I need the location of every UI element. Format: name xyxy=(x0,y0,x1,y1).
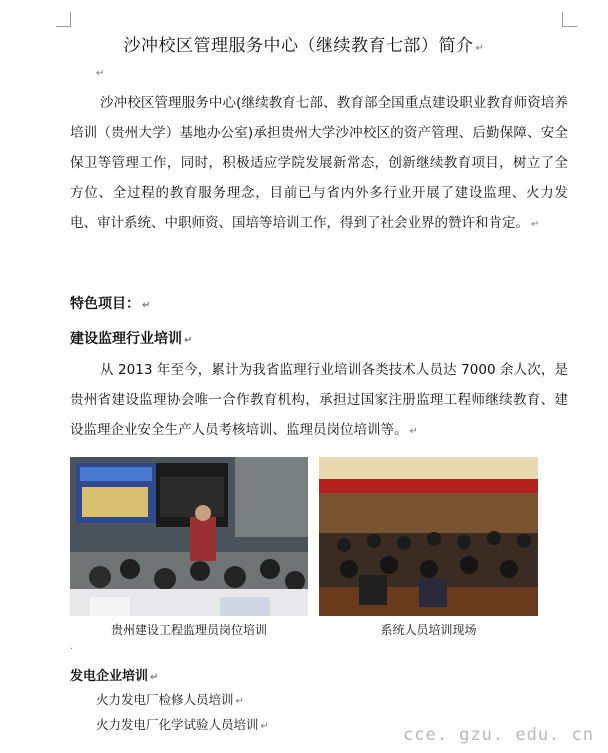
paragraph-mark: ↵ xyxy=(96,68,105,79)
photo-caption-classroom: 贵州建设工程监理员岗位培训 xyxy=(110,623,267,637)
power-training-item: 火力发电厂化学试验人员培训 ↵ xyxy=(96,717,269,732)
training-photo-classroom xyxy=(70,457,308,616)
document-title: 沙冲校区管理服务中心（继续教育七部）简介 ↵ xyxy=(123,36,485,56)
supervision-paragraph: 从 2013 年至今，累计为我省监理行业培训各类技术人员达 7000 余人次，是贵州省建设监理协会唯一合作教育机构，承担过国家注册监理工程师继续教育、建设监理企业安全生产人员考核培训、监理员岗位培训等。 ↵ xyxy=(70,362,568,438)
training-photo-hall xyxy=(319,457,538,616)
section-heading-supervision: 建设监理行业培训 ↵ xyxy=(70,331,193,347)
paragraph-dot-mark: . xyxy=(70,641,74,652)
feature-heading: 特色项目： ↵ xyxy=(70,296,151,312)
intro-paragraph: 沙冲校区管理服务中心(继续教育七部、教育部全国重点建设职业教育师资培养培训（贵州大学）基地办公室)承担贵州大学沙冲校区的资产管理、后勤保障、安全保卫等管理工作，同时，积极适应学院发展新常态，创新继续教育项目，树立了全方位、全过程的教育服务理念，目前已与省内外多行业开展了建设监理、火力发电、审计系统、中职师资、国培等培训工作，得到了社会业界的赞许和肯定。 ↵ xyxy=(70,95,568,231)
section-heading-power: 发电企业培训 ↵ xyxy=(70,669,159,684)
power-training-item: 火力发电厂检修人员培训 ↵ xyxy=(96,692,244,707)
photo-caption-hall: 系统人员培训现场 xyxy=(380,623,477,637)
page-corner-mark-top-right xyxy=(562,12,577,27)
page-corner-mark-top-left xyxy=(56,12,71,27)
site-watermark: cce. gzu. edu. cn xyxy=(403,725,594,745)
